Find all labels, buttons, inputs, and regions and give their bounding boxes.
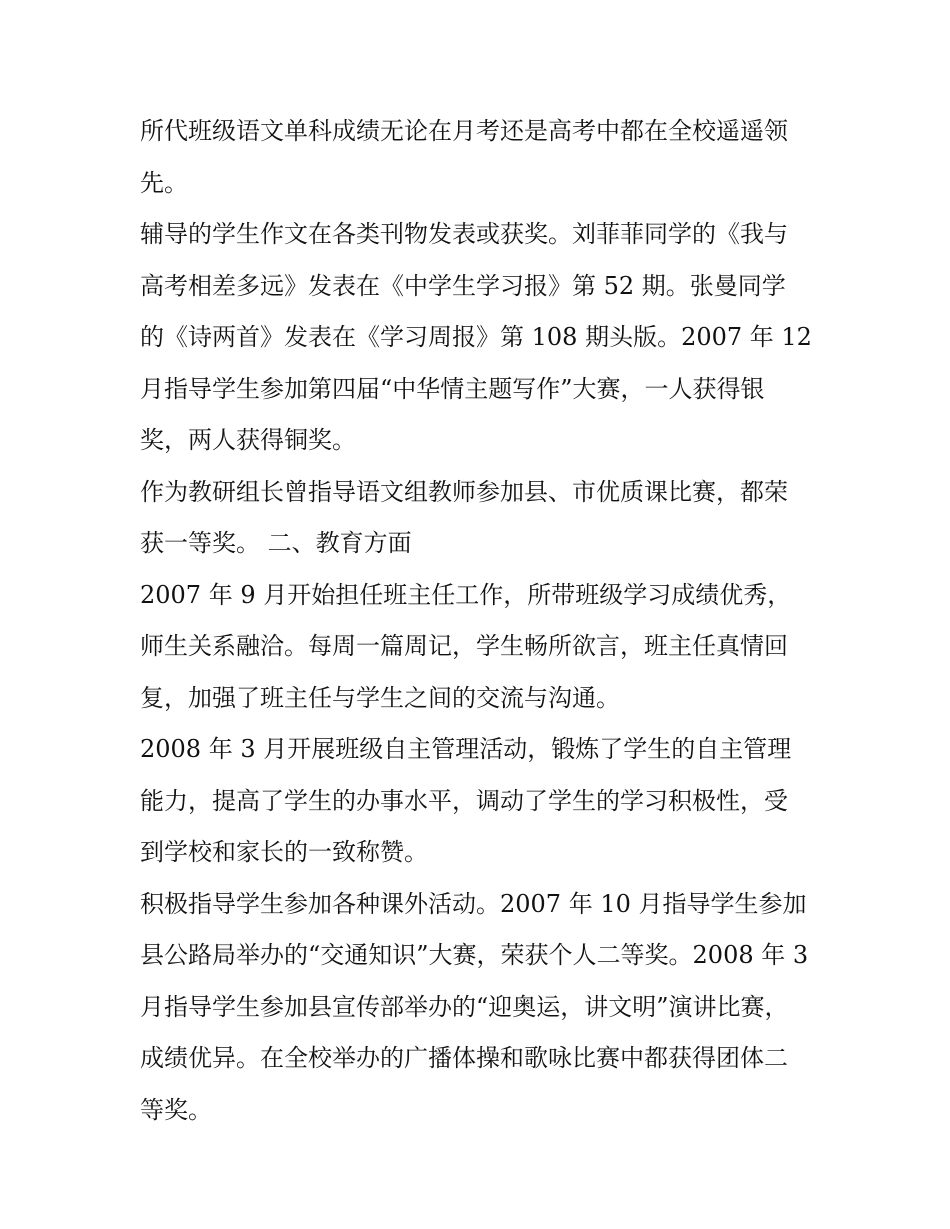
text-line: 2008 年 3 月开展班级自主管理活动，锻炼了学生的自主管理	[140, 735, 792, 763]
text-line: 师生关系融洽。每周一篇周记，学生畅所欲言，班主任真情回	[140, 632, 788, 660]
text-line: 高考相差多远》发表在《中学生学习报》第 52 期。张曼同学	[140, 271, 786, 300]
text-line: 作为教研组长曾指导语文组教师参加县、市优质课比赛，都荣	[140, 477, 788, 506]
document-body	[140, 106, 830, 1136]
text-line: 能力，提高了学生的办事水平，调动了学生的学习积极性，受	[140, 786, 788, 815]
text-line: 等奖。	[140, 1095, 212, 1124]
text-line: 辅导的学生作文在各类刊物发表或获奖。刘菲菲同学的《我与	[140, 220, 788, 248]
text-line: 2007 年 9 月开始担任班主任工作，所带班级学习成绩优秀，	[140, 580, 792, 609]
text-line: 复，加强了班主任与学生之间的交流与沟通。	[140, 683, 620, 712]
text-line: 的《诗两首》发表在《学习周报》第 108 期头版。2007 年 12	[140, 323, 812, 351]
text-line: 成绩优异。在全校举办的广播体操和歌咏比赛中都获得团体二	[140, 1044, 788, 1072]
text-line: 所代班级语文单科成绩无论在月考还是高考中都在全校遥遥领	[140, 117, 788, 145]
text-line: 月指导学生参加第四届“中华情主题写作”大赛，一人获得银	[140, 374, 765, 403]
text-line: 积极指导学生参加各种课外活动。2007 年 10 月指导学生参加	[140, 889, 807, 918]
text-line: 县公路局举办的“交通知识”大赛，荣获个人二等奖。2008 年 3	[140, 941, 809, 969]
text-line: 获一等奖。 二、教育方面	[140, 529, 412, 557]
text-line: 奖，两人获得铜奖。	[140, 426, 356, 454]
text-line: 到学校和家长的一致称赞。	[140, 838, 428, 866]
text-line: 月指导学生参加县宣传部举办的“迎奥运，讲文明”演讲比赛，	[140, 992, 789, 1021]
text-line: 先。	[140, 168, 188, 197]
